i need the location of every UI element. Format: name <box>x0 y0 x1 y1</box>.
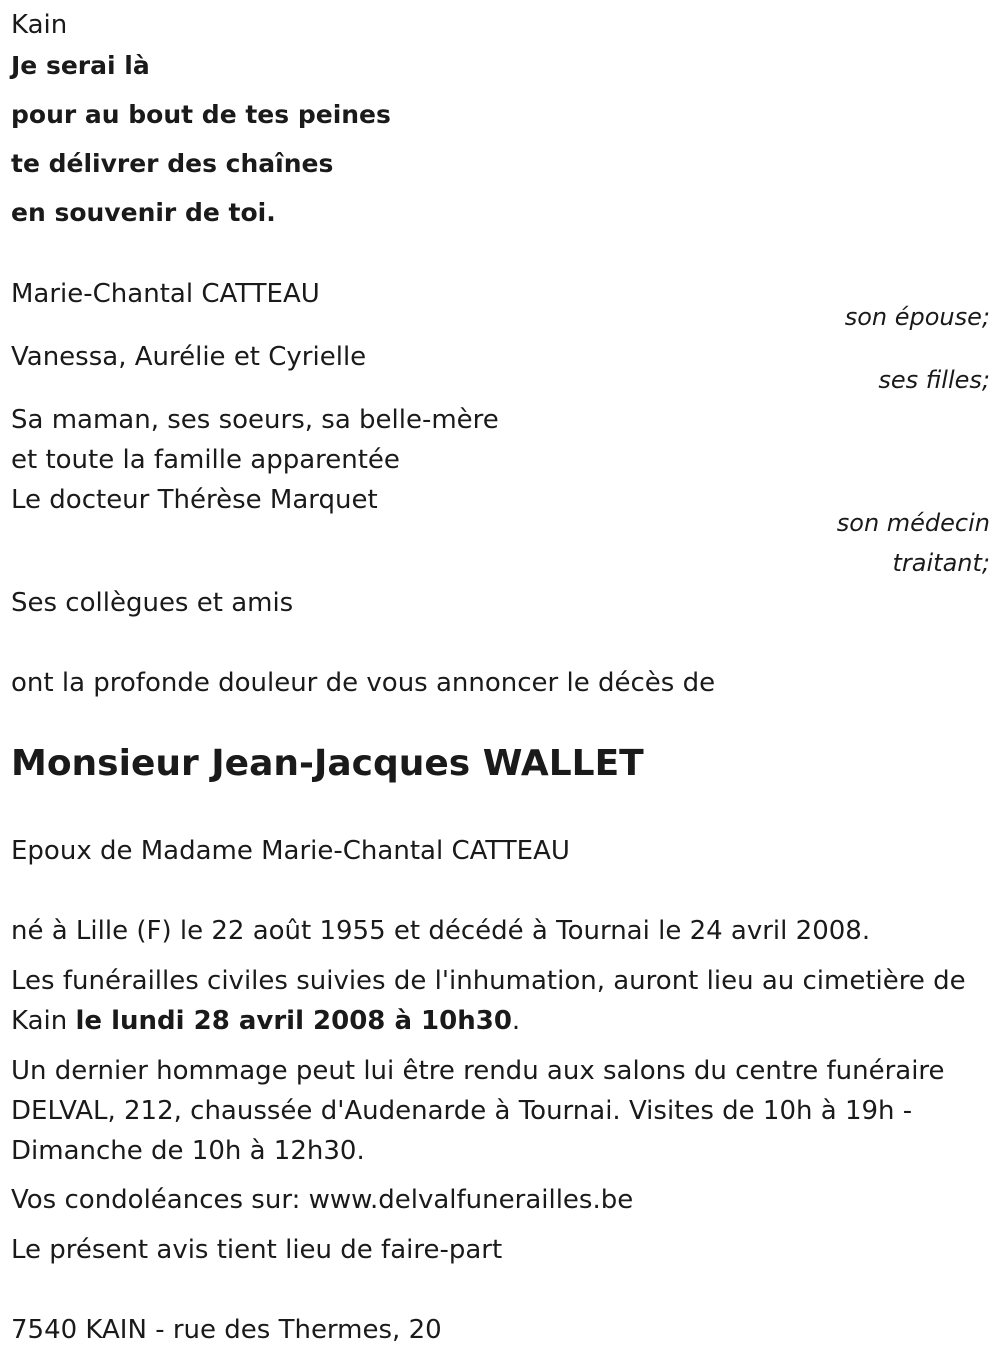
place-label: Kain <box>11 10 68 40</box>
birth-death-line: né à Lille (F) le 22 août 1955 et décédé à Tournai le 24 avril 2008. <box>11 916 871 946</box>
family-others-line-2: et toute la famille apparentée <box>11 445 400 475</box>
deceased-name: Monsieur Jean-Jacques WALLET <box>11 743 644 784</box>
spouse-of-line: Epoux de Madame Marie-Chantal CATTEAU <box>11 836 570 866</box>
doctor-name: Le docteur Thérèse Marquet <box>11 485 378 515</box>
daughters-names: Vanessa, Aurélie et Cyrielle <box>11 342 367 372</box>
verse-line-4: en souvenir de toi. <box>11 198 276 227</box>
funeral-line-1: Les funérailles civiles suivies de l'inhumation, auront lieu au cimetière de <box>11 966 966 996</box>
spouse-relation: son épouse; <box>844 303 990 331</box>
homage-line-3: Dimanche de 10h à 12h30. <box>11 1136 365 1166</box>
announcement-line: ont la profonde douleur de vous annoncer le décès de <box>11 668 716 698</box>
doctor-relation-line-1: son médecin <box>836 509 990 537</box>
family-others-line-1: Sa maman, ses soeurs, sa belle-mère <box>11 405 499 435</box>
verse-line-2: pour au bout de tes peines <box>11 100 391 129</box>
notice-line: Le présent avis tient lieu de faire-part <box>11 1235 503 1265</box>
verse-line-1: Je serai là <box>11 51 150 80</box>
spouse-name: Marie-Chantal CATTEAU <box>11 279 320 309</box>
condolences-line: Vos condoléances sur: www.delvalfunerailles.be <box>11 1185 634 1215</box>
verse-line-3: te délivrer des chaînes <box>11 149 334 178</box>
doctor-relation-line-2: traitant; <box>892 549 990 577</box>
funeral-place: Kain <box>11 1006 76 1036</box>
funeral-line-2 <box>11 1006 520 1036</box>
homage-line-2: DELVAL, 212, chaussée d'Audenarde à Tournai. Visites de 10h à 19h - <box>11 1096 913 1126</box>
funeral-period: . <box>511 1006 521 1036</box>
address-line: 7540 KAIN - rue des Thermes, 20 <box>11 1315 442 1345</box>
daughters-relation: ses filles; <box>878 366 990 394</box>
colleagues-line: Ses collègues et amis <box>11 588 294 618</box>
funeral-date: le lundi 28 avril 2008 à 10h30 <box>75 1006 512 1036</box>
homage-line-1: Un dernier hommage peut lui être rendu aux salons du centre funéraire <box>11 1056 945 1086</box>
